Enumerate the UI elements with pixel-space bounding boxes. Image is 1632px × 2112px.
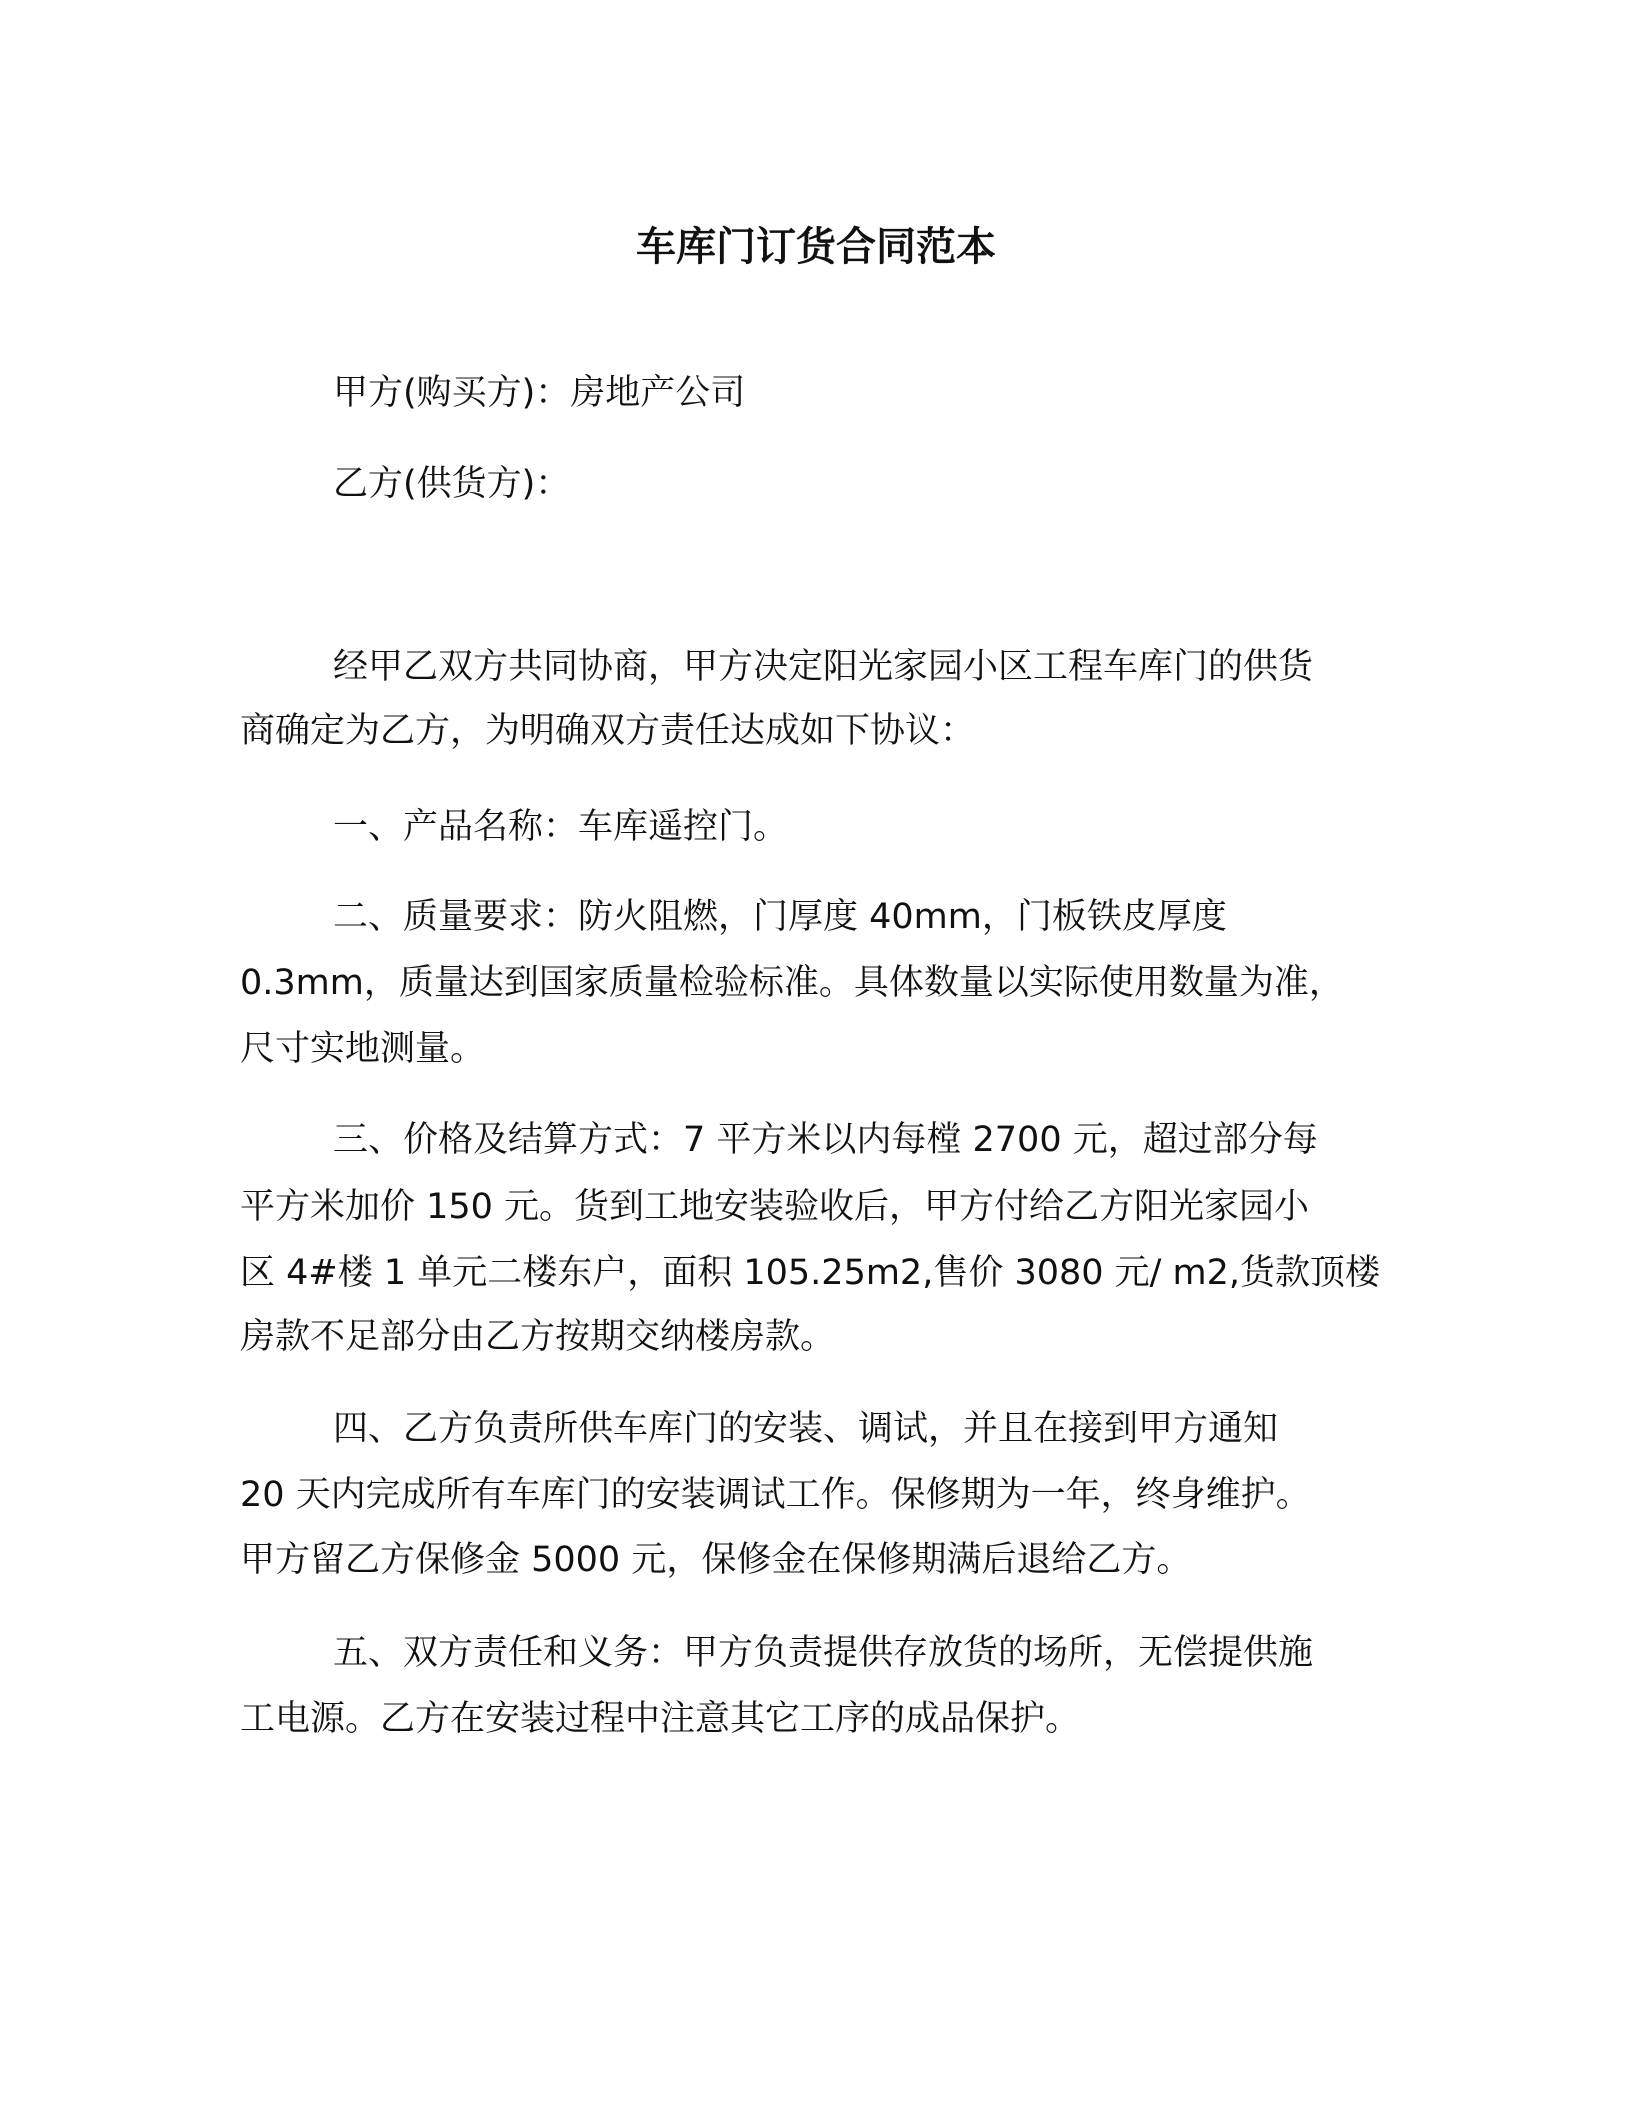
text-line: 工电源。乙方在安装过程中注意其它工序的成品保护。: [240, 1699, 1081, 1739]
party-b: 乙方(供货方)：: [333, 464, 571, 504]
text-line: 一、产品名称：车库遥控门。: [333, 807, 789, 847]
text-line: 0.3mm，质量达到国家质量检验标准。具体数量以实际使用数量为准，: [240, 963, 1344, 1003]
text-line: 区 4#楼 1 单元二楼东户，面积 105.25m2,售价 3080 元/ m2,货款顶楼: [240, 1253, 1381, 1293]
text-line: 三、价格及结算方式：7 平方米以内每樘 2700 元，超过部分每: [333, 1120, 1318, 1160]
text-line: 经甲乙双方共同协商，甲方决定阳光家园小区工程车库门的供货: [333, 647, 1314, 687]
party-a: 甲方(购买方)：房地产公司: [333, 373, 746, 413]
text-line: 五、双方责任和义务：甲方负责提供存放货的场所，无偿提供施: [333, 1633, 1314, 1673]
text-line: 商确定为乙方，为明确双方责任达成如下协议：: [240, 711, 976, 751]
text-line: 四、乙方负责所供车库门的安装、调试，并且在接到甲方通知: [333, 1409, 1279, 1449]
text-line: 甲方留乙方保修金 5000 元，保修金在保修期满后退给乙方。: [240, 1540, 1192, 1580]
text-line: 平方米加价 150 元。货到工地安装验收后，甲方付给乙方阳光家园小: [240, 1187, 1310, 1227]
text-line: 20 天内完成所有车库门的安装调试工作。保修期为一年，终身维护。: [240, 1475, 1311, 1515]
text-line: 尺寸实地测量。: [240, 1029, 486, 1069]
document-title: 车库门订货合同范本: [636, 224, 996, 270]
text-line: 房款不足部分由乙方按期交纳楼房款。: [240, 1317, 836, 1357]
text-line: 二、质量要求：防火阻燃，门厚度 40mm，门板铁皮厚度: [333, 897, 1227, 937]
